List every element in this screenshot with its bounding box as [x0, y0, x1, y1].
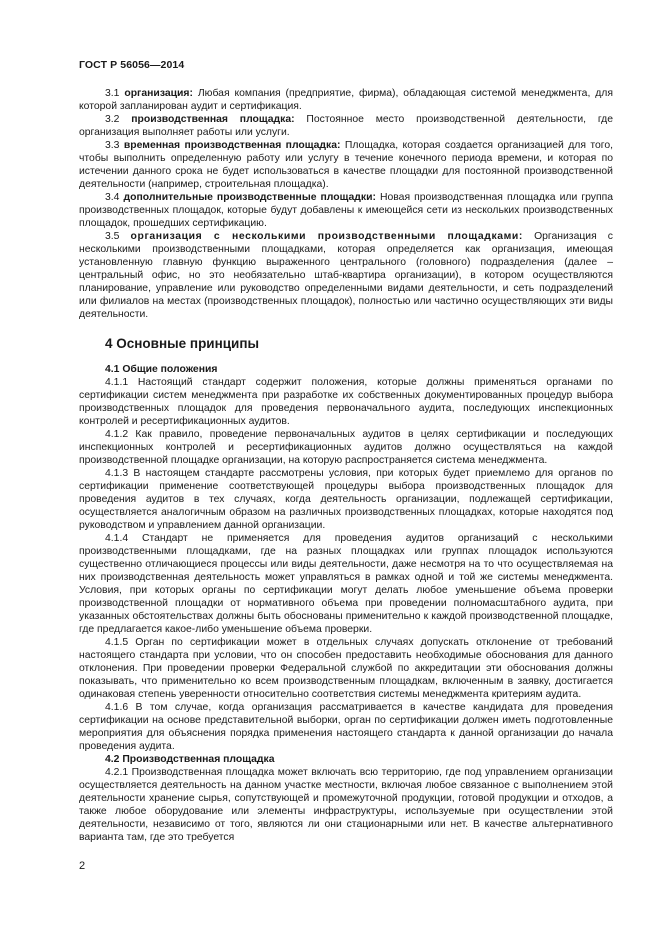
subsection-4-1-heading: 4.1 Общие положения	[105, 364, 218, 375]
section-4-heading: 4 Основные принципы	[105, 336, 260, 351]
document-body	[79, 87, 613, 844]
subsection-4-2-heading: 4.2 Производственная площадка	[105, 754, 275, 765]
paragraph-4-1-4: 4.1.4 Стандарт не применяется для проведения аудитов организаций с несколькими производственными площадками, где на разных площадках или группах площадок используются существенно отличающиеся процессы или виды деятельности, даже несмотря на то что осуществляемая на них производственная деятельность может управляться в рамках одной и той же системы менеджмента. Условия, при которых органы по сертификации могут делать любое уменьшение объема проверки производственной площадки от нормативного объема при проведении полномасштабного аудита, при указанных обстоятельствах должны быть обоснованы применительно к каждой производственной площадке, где предлагается какое-либо уменьшение объема проверки.	[79, 533, 613, 635]
paragraph-4-1-3: 4.1.3 В настоящем стандарте рассмотрены условия, при которых будет приемлемо для органов по сертификации применение соответствующей процедуры выбора производственных площадок для проведения аудитов в тех случаях, когда деятельность организации, подлежащей сертификации, осуществляется аналогичным образом на различных производственных площадках, которые находятся под руководством и управлением данной организации.	[79, 468, 613, 531]
term-3-2: 3.2 производственная площадка: Постоянное место производственной деятельности, где организация выполняет работы или услуги.	[79, 114, 614, 138]
paragraph-4-2-1: 4.2.1 Производственная площадка может включать всю территорию, где под управлением организации осуществляется деятельность на данном участке местности, включая любое связанное с выполнением этой деятельности хранение сырья, сопутствующей и промежуточной продукции, готовой продукции и отходов, а также любое оборудование или элементы инфраструктуры, используемые при осуществлении этой деятельности, независимо от того, являются ли они стационарными или нет. В качестве альтернативного варианта там, где это требуется	[79, 767, 613, 843]
term-3-5: 3.5 организация с несколькими производственными площадками: Организация с несколькими производственными площадками, которая определяется как организация, имеющая установленную главную функцию выраженного центрального (головного) подразделения (далее – центральный офис, но это необязательно штаб-квартира организации), в котором осуществляются планирование, управление или руководство определенными видами деятельности, и сеть подразделений или филиалов на местах (производственных площадок), полностью или частично осуществляющих эти виды деятельности.	[79, 231, 614, 320]
page-number: 2	[79, 860, 86, 872]
term-3-3: 3.3 временная производственная площадка: Площадка, которая создается организацией для того, чтобы выполнить определенную работу или услугу в течение конечного периода времени, и которая по истечении данного срока не будет использоваться в качестве площадки для постоянной производственной деятельности (например, строительная площадка).	[79, 140, 614, 190]
term-3-1: 3.1 организация: Любая компания (предприятие, фирма), обладающая системой менеджмента, для которой запланирован аудит и сертификация.	[79, 88, 613, 112]
paragraph-4-1-1: 4.1.1 Настоящий стандарт содержит положения, которые должны применяться органами по сертификации систем менеджмента при разработке их собственных документированных процедур выбора производственных площадок для проведения первоначального аудита, последующих инспекционных контролей и ресертификационных аудитов.	[79, 377, 613, 427]
paragraph-4-1-6: 4.1.6 В том случае, когда организация рассматривается в качестве кандидата для проведения сертификации на основе представительной выборки, орган по сертификации должен иметь подготовленные мероприятия для объяснения порядка применения настоящего стандарта к данной организации до начала проведения аудита.	[79, 702, 613, 752]
paragraph-4-1-5: 4.1.5 Орган по сертификации может в отдельных случаях допускать отклонение от требований настоящего стандарта при условии, что он способен предоставить необходимые обоснования для данного отклонения. При проведении проверки Федеральной службой по аккредитации эти обоснования должны показывать, что применительно ко всем производственным площадкам, включенным в заявку, достигается одинаковая степень уверенности относительно соответствия системы менеджмента критериям аудита.	[79, 637, 613, 700]
paragraph-4-1-2: 4.1.2 Как правило, проведение первоначальных аудитов в целях сертификации и последующих инспекционных контролей и ресертификационных аудитов должно осуществляться на каждой производственной площадке организации, на которую распространяется система менеджмента.	[79, 429, 613, 466]
standard-header: ГОСТ Р 56056—2014	[79, 59, 185, 71]
term-3-4: 3.4 дополнительные производственные площадки: Новая производственная площадка или группа производственных площадок, которые будут добавлены к имеющейся сети из нескольких производственных площадок, прошедших сертификацию.	[79, 192, 613, 229]
